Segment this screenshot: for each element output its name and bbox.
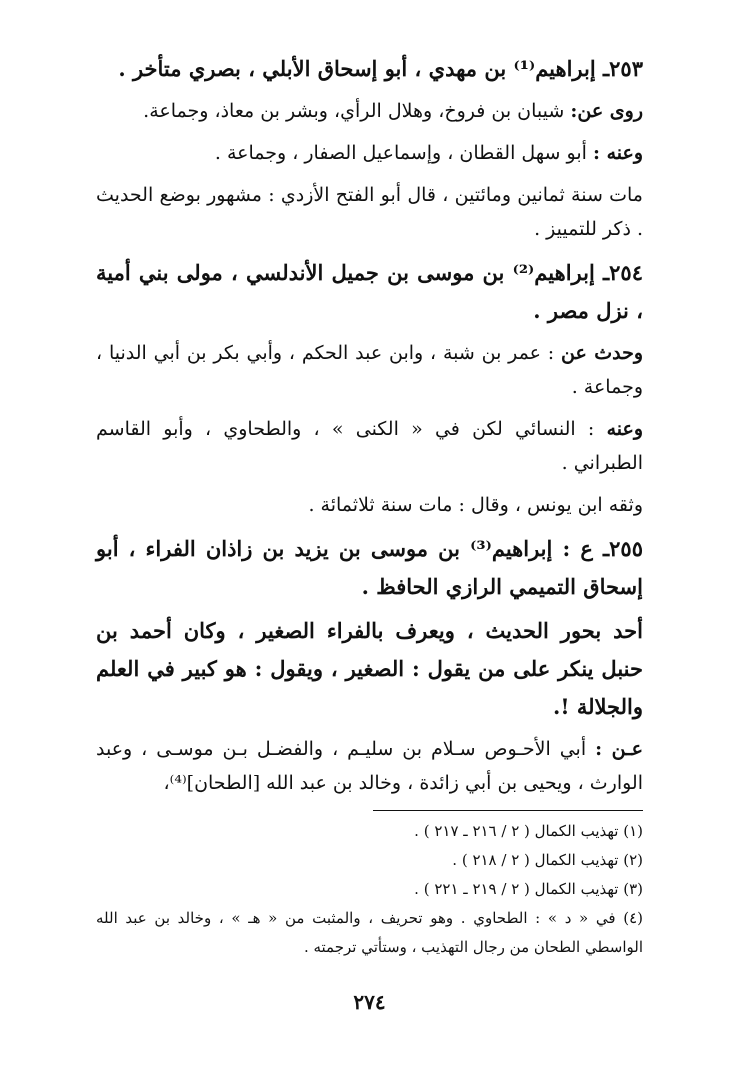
line-text: شيبان بن فروخ، وهلال الرأي، وبشر بن معاذ، وجماعة. bbox=[143, 100, 571, 122]
entry-heading: ٢٥٥ـ ع : إبراهيم⁽³⁾ بن موسى بن يزيد بن زاذان الفراء ، أبو إسحاق التميمي الرازي الحافظ . bbox=[96, 536, 643, 599]
footnote: (٣) تهذيب الكمال ( ٢ / ٢١٩ ـ ٢٢١ ) . bbox=[414, 880, 643, 898]
entry-heading: ٢٥٣ـ إبراهيم⁽¹⁾ بن مهدي ، أبو إسحاق الأبلي ، بصري متأخر . bbox=[118, 56, 643, 81]
footnotes bbox=[96, 817, 643, 962]
entry-heading: ٢٥٤ـ إبراهيم⁽²⁾ بن موسى بن جميل الأندلسي ، مولى بني أمية ، نزل مصر . bbox=[96, 260, 643, 323]
narrators-to bbox=[96, 136, 643, 170]
entry-253 bbox=[96, 50, 643, 246]
narrators-to bbox=[96, 412, 643, 480]
bold-description: أحد بحور الحديث ، ويعرف بالفراء الصغير ، وكان أحمد بن حنبل ينكر على من يقول : الصغير ، ويقول : هو كبير في العلم والجلالة !. bbox=[96, 618, 643, 719]
footnote-divider bbox=[373, 810, 643, 811]
line-text: مات سنة ثمانين ومائتين ، قال أبو الفتح الأزدي : مشهور بوضع الحديث . ذكر للتمييز . bbox=[96, 184, 643, 240]
narrators-from bbox=[96, 732, 643, 800]
line-text: : النسائي لكن في « الكنى » ، والطحاوي ، وأبو القاسم الطبراني . bbox=[96, 418, 643, 474]
entry-254 bbox=[96, 254, 643, 522]
page-number: ٢٧٤ bbox=[353, 990, 386, 1014]
line-lead: وحدث عن bbox=[561, 342, 644, 364]
footnote: (١) تهذيب الكمال ( ٢ / ٢١٦ ـ ٢١٧ ) . bbox=[414, 822, 643, 840]
narrators-from bbox=[96, 336, 643, 404]
entry-255 bbox=[96, 530, 643, 800]
line-lead: عـن : bbox=[595, 738, 643, 760]
footnote: (٢) تهذيب الكمال ( ٢ / ٢١٨ ) . bbox=[452, 851, 643, 869]
line-text: أبي الأحـوص سـلام بن سليـم ، والفضـل بـن موسـى ، وعبد الوارث ، ويحيى بن أبي زائدة ، وخالد بن عبد الله [الطحان]⁽⁴⁾، bbox=[96, 738, 643, 794]
death-note bbox=[96, 178, 643, 246]
line-text: وثقه ابن يونس ، وقال : مات سنة ثلاثمائة . bbox=[308, 494, 643, 516]
narrators-from bbox=[96, 94, 643, 128]
line-text: : عمر بن شبة ، وابن عبد الحكم ، وأبي بكر بن أبي الدنيا ، وجماعة . bbox=[96, 342, 643, 398]
line-lead: وعنه : bbox=[592, 142, 643, 164]
death-note bbox=[96, 488, 643, 522]
line-text: أبو سهل القطان ، وإسماعيل الصفار ، وجماعة . bbox=[214, 142, 593, 164]
line-lead: روى عن: bbox=[570, 100, 643, 122]
line-lead: وعنه bbox=[606, 418, 643, 440]
footnote: (٤) في « د » : الطحاوي . وهو تحريف ، والمثبت من « هـ » ، وخالد بن عبد الله الواسطي الطحان من رجال التهذيب ، وستأتي ترجمته . bbox=[96, 909, 643, 956]
